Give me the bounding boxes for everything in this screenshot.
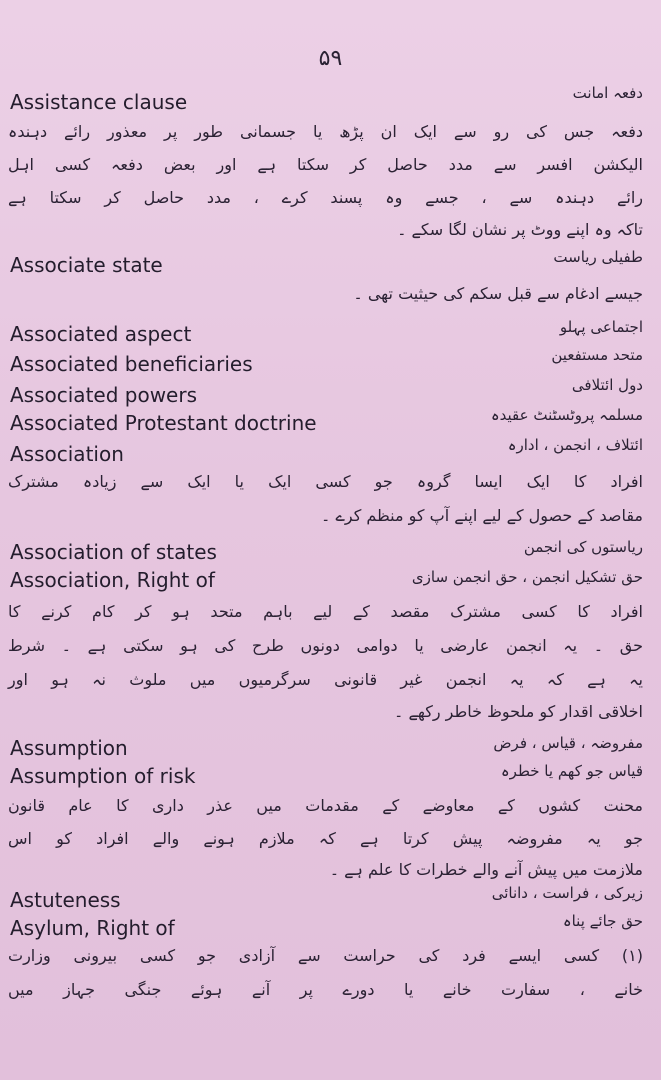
term-association: Association [10,442,124,466]
urdu-heading: حق جائے پناہ [562,912,643,930]
term-associate-state: Associate state [10,253,163,277]
urdu-definition-line: یہ ہے کہ یہ انجمن غیر قانونی سرگرمیوں میں ملوث نہ ہو اور [8,670,643,689]
urdu-definition-line: (۱) کسی ایسے فرد کی حراست سے آزادی جو کسی بیرونی وزارت [8,946,643,965]
term-association-right-of: Association, Right of [10,568,215,592]
urdu-definition-line: جو یہ مفروضہ پیش کرتا ہے کہ ملازم ہونے والے افراد کو اس [8,829,643,848]
urdu-definition-line: محنت کشوں کے معاوضے کے مقدمات میں عذر داری کا عام قانون [8,796,643,815]
urdu-definition-line: اخلاقی اقدار کو ملحوظ خاطر رکھے ۔ [394,702,643,721]
urdu-definition-line: افراد کا کسی مشترک مقصد کے لیے باہم متحد ہو کر کام کرنے کا [8,602,643,621]
term-assistance-clause: Assistance clause [10,90,188,114]
urdu-definition-line: دفعہ جس کی رو سے ایک ان پڑھ یا جسمانی طور پر معذور رائے دہندہ [8,122,643,141]
urdu-definition-line: خانے ، سفارت خانے یا دورے پر آنے ہوئے جنگی جہاز میں [8,980,643,999]
urdu-heading: اجتماعی پہلو [559,318,643,336]
term-association-of-states: Association of states [10,540,217,564]
term-assumption-of-risk: Assumption of risk [10,764,196,788]
term-associated-aspect: Associated aspect [10,322,192,346]
urdu-definition-line: افراد کا ایک ایسا گروہ جو کسی ایک یا ایک سے زیادہ مشترک [8,472,643,491]
urdu-heading: مسلمہ پروٹسٹنٹ عقیدہ [490,406,643,424]
urdu-heading: قیاس جو کھم یا خطرہ [500,762,643,780]
page-number: ۵۹ [318,46,343,71]
urdu-heading: متحد مستفعین [551,346,643,364]
urdu-definition-line: ملازمت میں پیش آنے والے خطرات کا علم ہے ۔ [329,860,643,879]
urdu-definition-line: الیکشن افسر سے مدد حاصل کر سکتا ہے اور بعض دفعہ کسی اہل [8,155,643,174]
term-astuteness: Astuteness [10,888,121,912]
urdu-heading: دفعہ امانت [572,84,643,102]
urdu-heading: مفروضہ ، قیاس ، فرض [493,734,643,752]
urdu-heading: ریاستوں کی انجمن [523,538,643,556]
urdu-definition-line: حق ۔ یہ انجمن عارضی یا دوامی دونوں طرح کی ہو سکتی ہے ۔ شرط [8,636,643,655]
urdu-heading: طفیلی ریاست [553,248,643,266]
urdu-heading: دول ائتلافی [571,376,643,394]
urdu-heading: ائتلاف ، انجمن ، ادارہ [507,436,643,454]
urdu-heading: حق تشکیل انجمن ، حق انجمن سازی [411,568,643,586]
term-associated-powers: Associated powers [10,383,198,407]
urdu-heading: زیرکی ، فراست ، دانائی [491,884,643,902]
term-asylum-right-of: Asylum, Right of [10,916,175,940]
urdu-definition-line: تاکہ وہ اپنے ووٹ پر نشان لگا سکے ۔ [397,220,643,239]
urdu-definition-line: رائے دہندہ سے ، جسے وہ پسند کرے ، مدد حاصل کر سکتا ہے [8,188,643,207]
term-associated-beneficiaries: Associated beneficiaries [10,352,253,376]
urdu-definition-line: مقاصد کے حصول کے لیے اپنے آپ کو منظم کرے ۔ [321,506,643,525]
term-assumption: Assumption [10,736,128,760]
urdu-definition-line: جیسے ادغام سے قبل سکم کی حیثیت تھی ۔ [353,284,643,303]
term-associated-protestant-doctrine: Associated Protestant doctrine [10,411,317,435]
